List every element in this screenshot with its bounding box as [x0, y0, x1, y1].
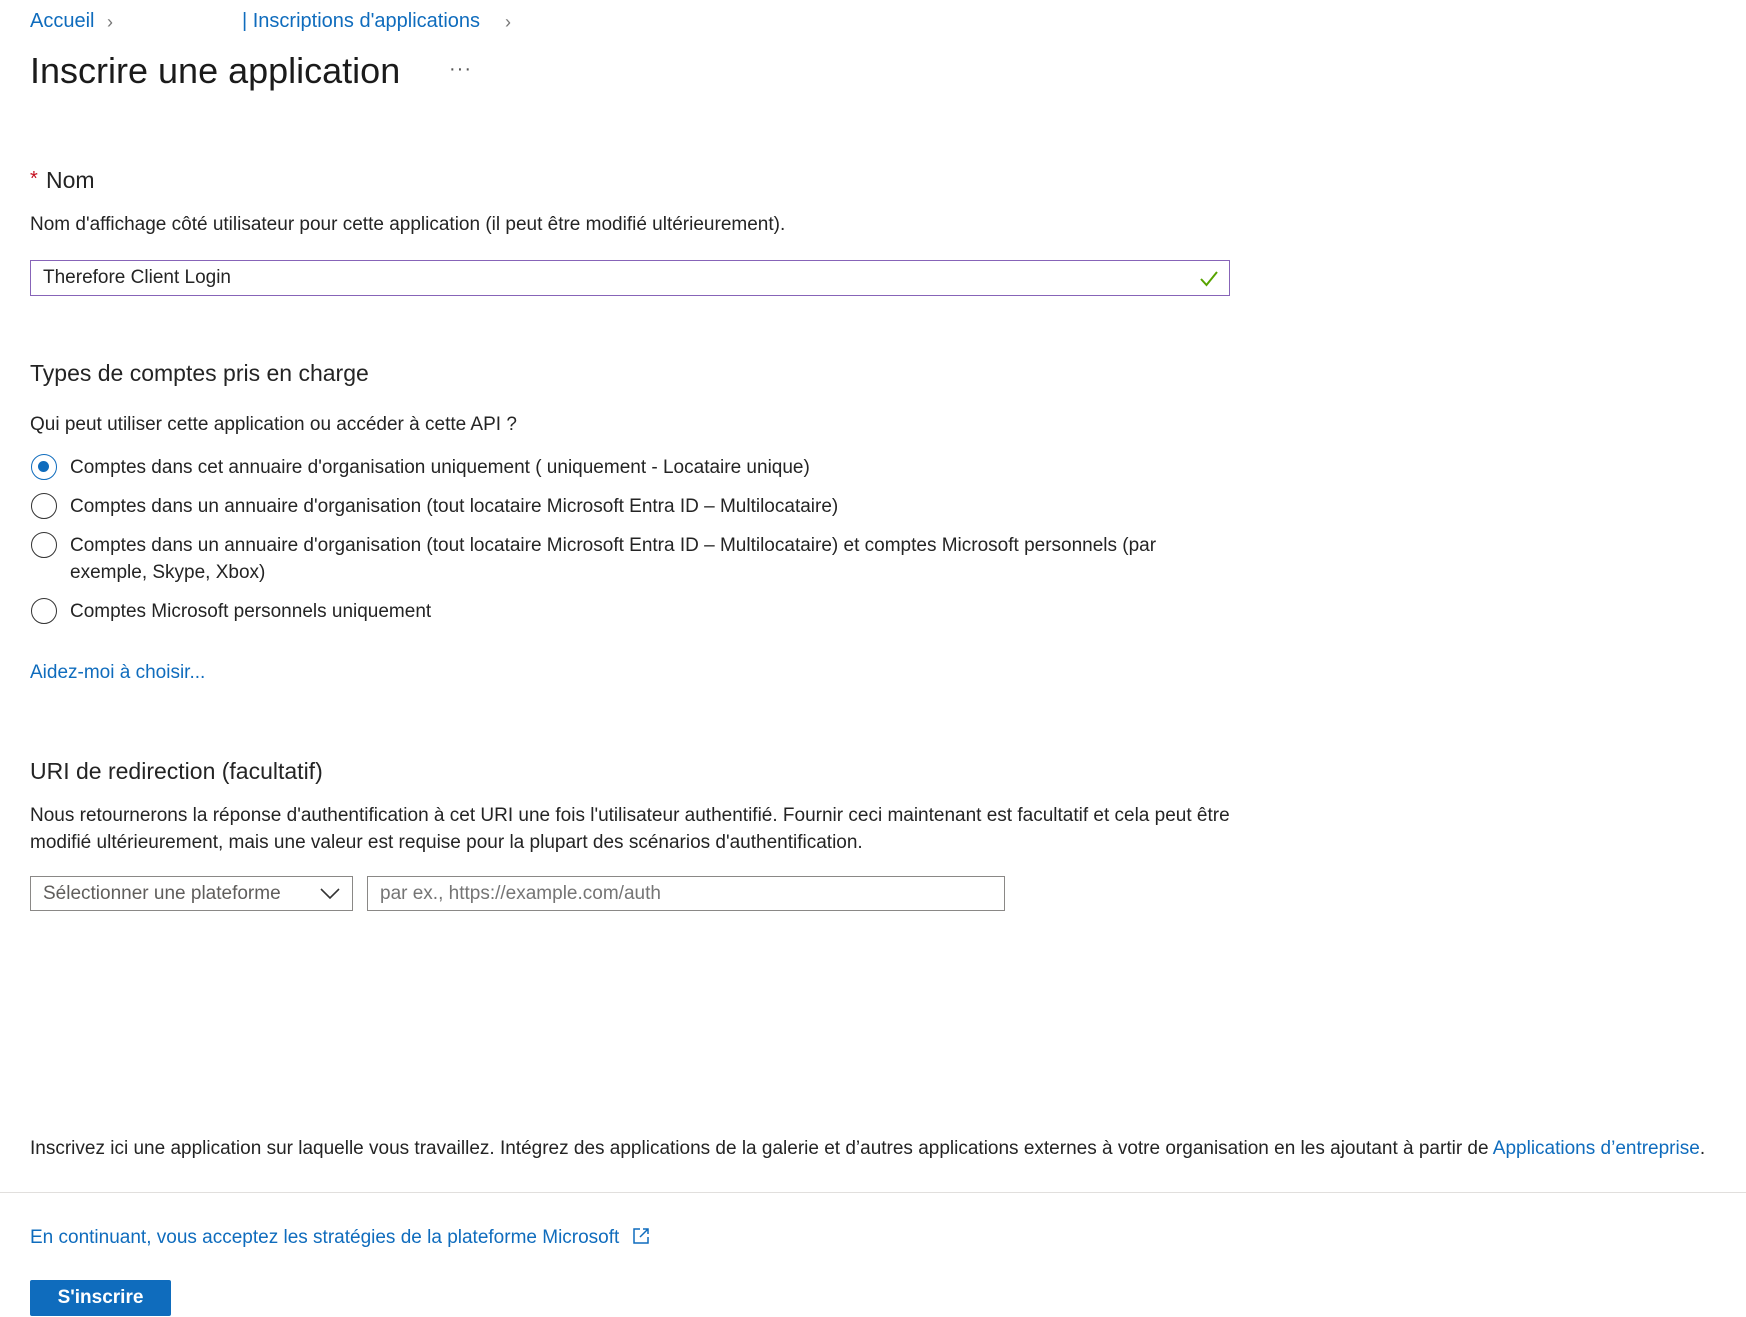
- radio-multitenant[interactable]: [31, 493, 57, 519]
- radio-single-tenant[interactable]: [31, 454, 57, 480]
- name-label: Nom: [46, 167, 95, 193]
- redirect-uri-input[interactable]: [367, 876, 1005, 911]
- required-marker: *: [30, 168, 38, 190]
- page-title: Inscrire une application: [30, 50, 401, 91]
- radio-label: Comptes Microsoft personnels uniquement: [70, 601, 432, 622]
- chevron-right-icon: ›: [505, 12, 511, 32]
- breadcrumb-home[interactable]: Accueil: [30, 10, 95, 32]
- account-types-question: Qui peut utiliser cette application ou accéder à cette API ?: [30, 414, 517, 435]
- name-description: Nom d'affichage côté utilisateur pour cette application (il peut être modifié ultérieurement).: [30, 214, 786, 235]
- register-button[interactable]: S'inscrire: [30, 1280, 171, 1316]
- redirect-uri-heading: URI de redirection (facultatif): [30, 758, 323, 784]
- radio-multitenant-personal[interactable]: [31, 532, 57, 558]
- chevron-down-icon: [320, 888, 340, 900]
- divider: [0, 1192, 1746, 1193]
- footer-info-text: Inscrivez ici une application sur laquelle vous travaillez. Intégrez des applications de la galerie et d’autres applications externes à votre organisation en les ajoutant à partir de: [30, 1138, 1493, 1159]
- footer-info-end: .: [1699, 1138, 1706, 1159]
- more-options-button[interactable]: ···: [449, 58, 472, 80]
- radio-label: Comptes dans cet annuaire d'organisation uniquement ( uniquement - Locataire unique): [70, 457, 810, 478]
- redirect-description: Nous retournerons la réponse d'authentification à cet URI une fois l'utilisateur authentifié. Fournir ceci maintenant est facultatif et cela peut être modifié ultérieurement, mais une valeur est requise pour la plupart des scénarios d'authentification.: [30, 805, 1230, 853]
- radio-label: Comptes dans un annuaire d'organisation (tout locataire Microsoft Entra ID – Multilocataire): [70, 496, 839, 517]
- breadcrumb-app-registrations[interactable]: | Inscriptions d'applications: [242, 10, 481, 32]
- name-input[interactable]: [30, 260, 1230, 296]
- account-types-heading: Types de comptes pris en charge: [30, 360, 369, 386]
- name-value: Therefore Client Login: [43, 267, 231, 288]
- policy-link-text: En continuant, vous acceptez les stratégies de la plateforme Microsoft: [30, 1227, 620, 1248]
- radio-personal-only[interactable]: [31, 598, 57, 624]
- help-me-choose-link[interactable]: Aidez-moi à choisir...: [30, 662, 206, 683]
- radio-label: Comptes dans un annuaire d'organisation (tout locataire Microsoft Entra ID – Multilocataire) et comptes Microsoft personnels (par exemple, Skype, Xbox): [70, 535, 1157, 583]
- platform-placeholder: Sélectionner une plateforme: [43, 882, 281, 904]
- chevron-right-icon: ›: [107, 12, 113, 32]
- enterprise-apps-link[interactable]: Applications d’entreprise: [1492, 1138, 1700, 1159]
- external-link-icon: [631, 1226, 651, 1246]
- check-icon: [1199, 270, 1219, 288]
- footer-info: [30, 1138, 1705, 1160]
- platform-select[interactable]: [30, 876, 353, 911]
- platform-policy-link[interactable]: [30, 1226, 651, 1249]
